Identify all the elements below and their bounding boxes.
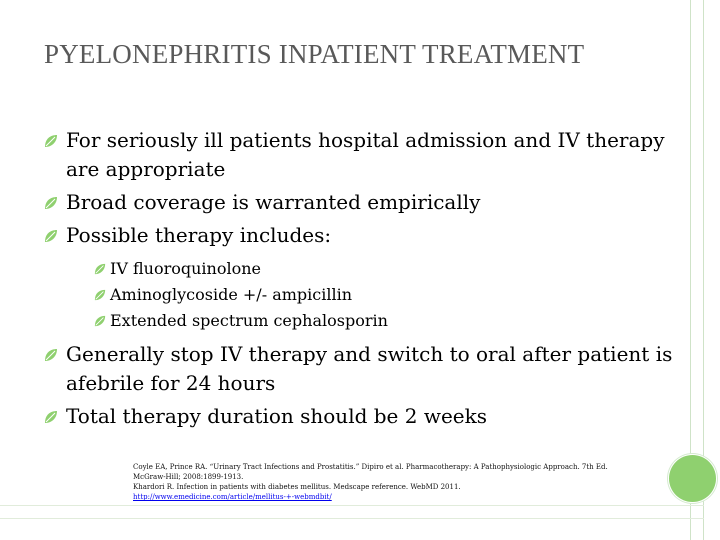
decorative-circle (669, 455, 716, 502)
bullet-item (44, 221, 684, 250)
references (133, 462, 613, 502)
reference-text: Khardori R. Infection in patients with diabetes mellitus. Medscape reference. WebMD 2011. (133, 483, 461, 491)
bullet-text: Broad coverage is warranted empirically (66, 190, 481, 214)
sub-bullet-text: Extended spectrum cephalosporin (110, 311, 388, 330)
leaf-icon (44, 410, 58, 424)
leaf-icon (44, 348, 58, 362)
leaf-icon (94, 263, 106, 275)
sub-bullet-text: Aminoglycoside +/- ampicillin (110, 285, 352, 304)
bullet-text: Possible therapy includes: (66, 223, 332, 247)
sub-bullet-item (44, 308, 684, 334)
bullet-item (44, 402, 684, 431)
bullet-item (44, 340, 684, 398)
frame-bottom-border (0, 505, 704, 519)
slide-title: PYELONEPHRITIS INPATIENT TREATMENT (44, 39, 585, 69)
leaf-icon (44, 134, 58, 148)
leaf-icon (44, 196, 58, 210)
sub-bullet-item (44, 256, 684, 282)
reference-text: Coyle EA, Prince RA. “Urinary Tract Infections and Prostatitis.” Dipiro et al. Pharmacotherapy: A Pathophysiologic Approach. 7th Ed. McGraw-Hill; 2008:1899-1913. (133, 463, 608, 481)
sub-bullet-item (44, 282, 684, 308)
bullet-text: Generally stop IV therapy and switch to oral after patient is afebrile for 24 hours (66, 342, 673, 395)
leaf-icon (94, 289, 106, 301)
bullet-item (44, 188, 684, 217)
sub-bullet-text: IV fluoroquinolone (110, 259, 261, 278)
bullet-item (44, 126, 684, 184)
leaf-icon (94, 315, 106, 327)
leaf-icon (44, 229, 58, 243)
bullet-text: For seriously ill patients hospital admission and IV therapy are appropriate (66, 128, 665, 181)
reference-link[interactable]: http://www.emedicine.com/article/mellitus-+-webmdbit/ (133, 493, 332, 501)
sub-bullet-list (44, 256, 684, 334)
bullet-text: Total therapy duration should be 2 weeks (66, 404, 487, 428)
bullet-list (44, 126, 684, 431)
